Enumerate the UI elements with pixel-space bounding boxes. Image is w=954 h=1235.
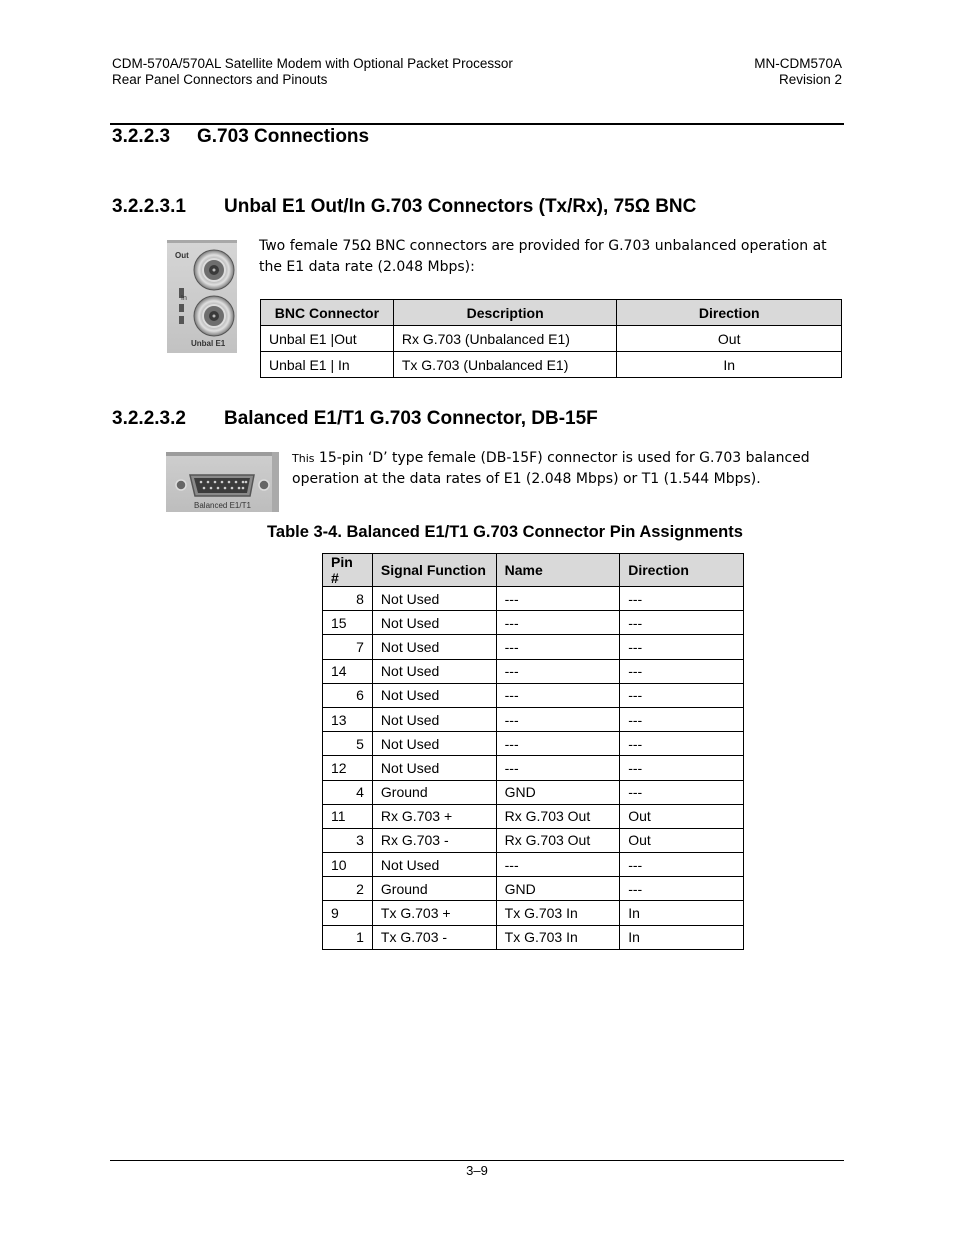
table-cell: GND (496, 780, 620, 804)
table-cell: --- (496, 707, 620, 731)
table-cell: 7 (323, 635, 373, 659)
table-cell: Tx G.703 - (372, 925, 496, 949)
table-cell: --- (620, 756, 744, 780)
table-cell: GND (496, 877, 620, 901)
header-revision: Revision 2 (778, 72, 842, 87)
table-cell: --- (620, 659, 744, 683)
table-cell: Out (620, 828, 744, 852)
table-row (323, 877, 744, 901)
table-cell: Rx G.703 Out (496, 828, 620, 852)
column-header: Signal Function (372, 554, 496, 587)
column-header: Name (496, 554, 620, 587)
table-cell: Not Used (372, 756, 496, 780)
table-cell: Not Used (372, 853, 496, 877)
section-number: 3.2.2.3.1 (112, 196, 186, 217)
table-cell: 13 (323, 707, 373, 731)
table-row (323, 732, 744, 756)
table-cell: --- (496, 853, 620, 877)
section-heading-unbal-e1 (112, 196, 696, 218)
table-cell: Tx G.703 (Unbalanced E1) (393, 352, 617, 378)
pin-assignment-table (322, 553, 744, 950)
section-number: 3.2.2.3 (112, 126, 171, 147)
table-cell: 9 (323, 901, 373, 925)
table-cell: --- (620, 780, 744, 804)
db15-description (292, 448, 837, 490)
page-number: 3–9 (466, 1163, 488, 1178)
table-row (261, 326, 842, 352)
table-cell: --- (620, 707, 744, 731)
table-header-row (261, 300, 842, 326)
table-row (323, 611, 744, 635)
table-cell: Rx G.703 - (372, 828, 496, 852)
pin-table-body (323, 587, 744, 950)
table-cell: 6 (323, 683, 373, 707)
table-row (323, 587, 744, 611)
table-cell: Unbal E1 |Out (261, 326, 394, 352)
table-cell: --- (496, 635, 620, 659)
table-row (323, 659, 744, 683)
table-cell: Not Used (372, 683, 496, 707)
header-right (754, 56, 842, 88)
table-row (323, 925, 744, 949)
header-left (112, 56, 513, 88)
table-header-row (323, 554, 744, 587)
table-cell: Unbal E1 | In (261, 352, 394, 378)
table-cell: Rx G.703 + (372, 804, 496, 828)
table-cell: 4 (323, 780, 373, 804)
table-cell: --- (620, 853, 744, 877)
header-manual-number: MN-CDM570A (754, 56, 842, 71)
table-cell: 15 (323, 611, 373, 635)
table-cell: Rx G.703 (Unbalanced E1) (393, 326, 617, 352)
table-row (323, 901, 744, 925)
table-cell: Not Used (372, 611, 496, 635)
table-row (323, 635, 744, 659)
table-cell: 3 (323, 828, 373, 852)
table-cell: --- (496, 659, 620, 683)
table-cell: --- (496, 683, 620, 707)
section-title: Unbal E1 Out/In G.703 Connectors (Tx/Rx), 75Ω BNC (224, 196, 697, 217)
table-cell: --- (496, 587, 620, 611)
section-heading-balanced-e1-t1 (112, 408, 598, 430)
section-title: Balanced E1/T1 G.703 Connector, DB-15F (224, 408, 598, 429)
table-cell: Tx G.703 In (496, 925, 620, 949)
table-cell: --- (620, 683, 744, 707)
column-header: Direction (617, 300, 842, 326)
header-document-title: CDM-570A/570AL Satellite Modem with Optional Packet Processor (112, 56, 513, 71)
bnc-connector-table (260, 299, 842, 378)
table-cell: Not Used (372, 732, 496, 756)
table-cell: 8 (323, 587, 373, 611)
bnc-label-in: In (181, 295, 187, 302)
table-cell: Rx G.703 Out (496, 804, 620, 828)
table-cell: In (620, 925, 744, 949)
section-title: G.703 Connections (197, 126, 370, 147)
table-cell: Ground (372, 877, 496, 901)
column-header: BNC Connector (261, 300, 394, 326)
db15-connector-image (166, 452, 279, 512)
bnc-image-caption: Unbal E1 (191, 339, 226, 348)
header-rule (110, 123, 844, 125)
table-cell: Out (617, 326, 842, 352)
table-row (323, 853, 744, 877)
table-cell: In (617, 352, 842, 378)
table-cell: --- (620, 635, 744, 659)
section-number: 3.2.2.3.2 (112, 408, 186, 429)
table-cell: Not Used (372, 635, 496, 659)
table-cell: Not Used (372, 659, 496, 683)
table-cell: --- (496, 732, 620, 756)
table-cell: --- (620, 587, 744, 611)
table-row (323, 756, 744, 780)
table-cell: --- (620, 877, 744, 901)
table-row (323, 780, 744, 804)
bnc-label-out: Out (175, 251, 189, 260)
table-cell: 10 (323, 853, 373, 877)
table-row (323, 828, 744, 852)
table-cell: 11 (323, 804, 373, 828)
column-header: Direction (620, 554, 744, 587)
table-cell: Not Used (372, 587, 496, 611)
db15-description-text: 15-pin ‘D’ type female (DB-15F) connector is used for G.703 balanced operation at the data rates of E1 (2.048 Mbps) or T1 (1.544 Mbps). (292, 450, 810, 487)
table-cell: Out (620, 804, 744, 828)
table-cell: 2 (323, 877, 373, 901)
table-cell: 1 (323, 925, 373, 949)
table-cell: --- (620, 611, 744, 635)
table-cell: --- (496, 611, 620, 635)
table-cell: --- (496, 756, 620, 780)
table-cell: --- (620, 732, 744, 756)
bnc-description: Two female 75Ω BNC connectors are provided for G.703 unbalanced operation at the E1 data rate (2.048 Mbps): (259, 238, 827, 275)
table-cell: 5 (323, 732, 373, 756)
table-cell: Tx G.703 + (372, 901, 496, 925)
table-row (323, 707, 744, 731)
table-cell: Not Used (372, 707, 496, 731)
table-cell: In (620, 901, 744, 925)
pin-table-caption: Table 3-4. Balanced E1/T1 G.703 Connector Pin Assignments (267, 523, 743, 541)
table-row (323, 804, 744, 828)
column-header: Description (393, 300, 617, 326)
bnc-connectors-image (167, 240, 237, 353)
table-cell: Tx G.703 In (496, 901, 620, 925)
table-cell: Ground (372, 780, 496, 804)
footer-rule (110, 1160, 844, 1161)
table-cell: 14 (323, 659, 373, 683)
header-chapter-title: Rear Panel Connectors and Pinouts (112, 72, 328, 87)
db15-description-prefix: This (292, 452, 315, 465)
table-row (261, 352, 842, 378)
section-heading-g703-connections (112, 126, 369, 148)
table-cell: 12 (323, 756, 373, 780)
column-header: Pin # (323, 554, 373, 587)
table-row (323, 683, 744, 707)
db15-image-caption: Balanced E1/T1 (194, 501, 251, 510)
